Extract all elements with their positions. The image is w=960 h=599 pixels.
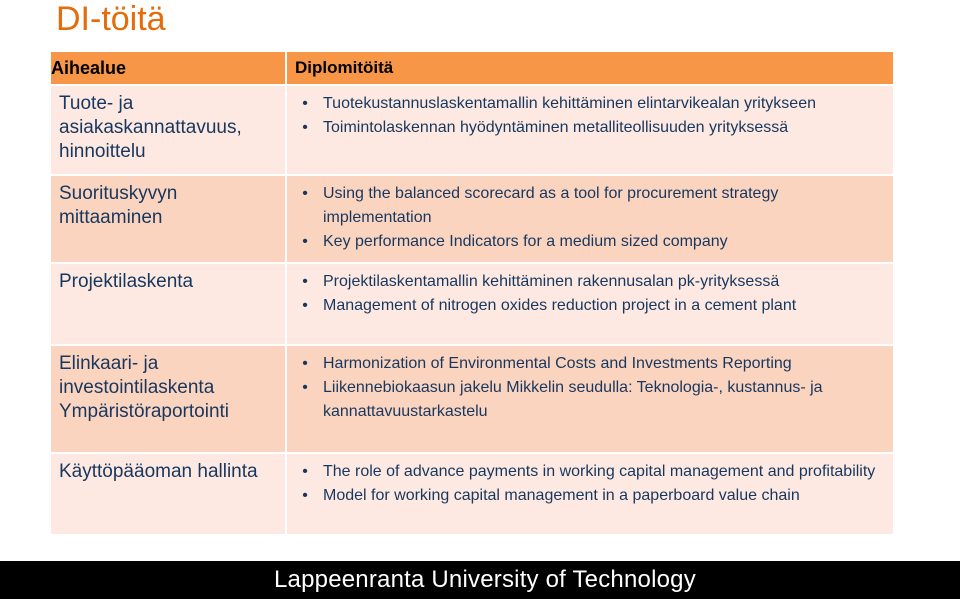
list-item [295, 294, 893, 318]
bullet-icon: • [302, 487, 308, 504]
area-cell: Käyttöpääoman hallinta [51, 454, 285, 534]
list-item [295, 484, 893, 508]
slide-title: DI-töitä [56, 0, 166, 38]
topic-list [295, 460, 893, 508]
bullet-icon: • [302, 119, 308, 136]
table-row [51, 86, 893, 174]
topic-list [295, 182, 893, 254]
topic-list [295, 270, 893, 318]
bullet-icon: • [302, 379, 308, 396]
footer-bar [0, 561, 960, 599]
table-row [51, 346, 893, 452]
topic-text: Using the balanced scorecard as a tool for procurement strategy implementation [323, 185, 779, 226]
area-cell: Elinkaari- ja investointilaskenta Ympäristöraportointi [51, 346, 285, 452]
table-row [51, 454, 893, 534]
topic-list [295, 352, 893, 424]
area-cell: Projektilaskenta [51, 264, 285, 344]
list-item [295, 460, 893, 484]
topics-cell [287, 454, 893, 534]
table-header-row [51, 52, 893, 84]
header-theses: Diplomitöitä [287, 52, 893, 84]
topic-text: The role of advance payments in working capital management and profitability [323, 463, 876, 480]
topics-cell [287, 346, 893, 452]
topic-text: Toimintolaskennan hyödyntäminen metalliteollisuuden yrityksessä [323, 119, 789, 136]
footer-university-name: Lappeenranta University of Technology [274, 566, 696, 593]
topics-cell [287, 264, 893, 344]
topic-text: Projektilaskentamallin kehittäminen rakennusalan pk-yrityksessä [323, 273, 780, 290]
bullet-icon: • [302, 463, 308, 480]
header-area: Aihealue [51, 52, 285, 84]
list-item [295, 92, 893, 116]
bullet-icon: • [302, 355, 308, 372]
list-item [295, 270, 893, 294]
topic-text: Management of nitrogen oxides reduction project in a cement plant [323, 297, 797, 314]
topic-text: Model for working capital management in a paperboard value chain [323, 487, 800, 504]
bullet-icon: • [302, 297, 308, 314]
topic-text: Tuotekustannuslaskentamallin kehittäminen elintarvikealan yritykseen [323, 95, 816, 112]
bullet-icon: • [302, 185, 308, 202]
list-item [295, 230, 893, 254]
topic-list [295, 92, 893, 140]
area-cell: Suorituskyvyn mittaaminen [51, 176, 285, 262]
table-row [51, 264, 893, 344]
topic-text: Harmonization of Environmental Costs and Investments Reporting [323, 355, 792, 372]
topic-text: Liikennebiokaasun jakelu Mikkelin seudulla: Teknologia-, kustannus- ja kannattavuustarkastelu [323, 379, 823, 420]
topic-text: Key performance Indicators for a medium sized company [323, 233, 728, 250]
bullet-icon: • [302, 95, 308, 112]
table-row [51, 176, 893, 262]
thesis-table [49, 50, 895, 536]
bullet-icon: • [302, 233, 308, 250]
list-item [295, 352, 893, 376]
topics-cell [287, 86, 893, 174]
list-item [295, 116, 893, 140]
topics-cell [287, 176, 893, 262]
bullet-icon: • [302, 273, 308, 290]
area-cell: Tuote- ja asiakaskannattavuus, hinnoittelu [51, 86, 285, 174]
list-item [295, 376, 893, 424]
list-item [295, 182, 893, 230]
